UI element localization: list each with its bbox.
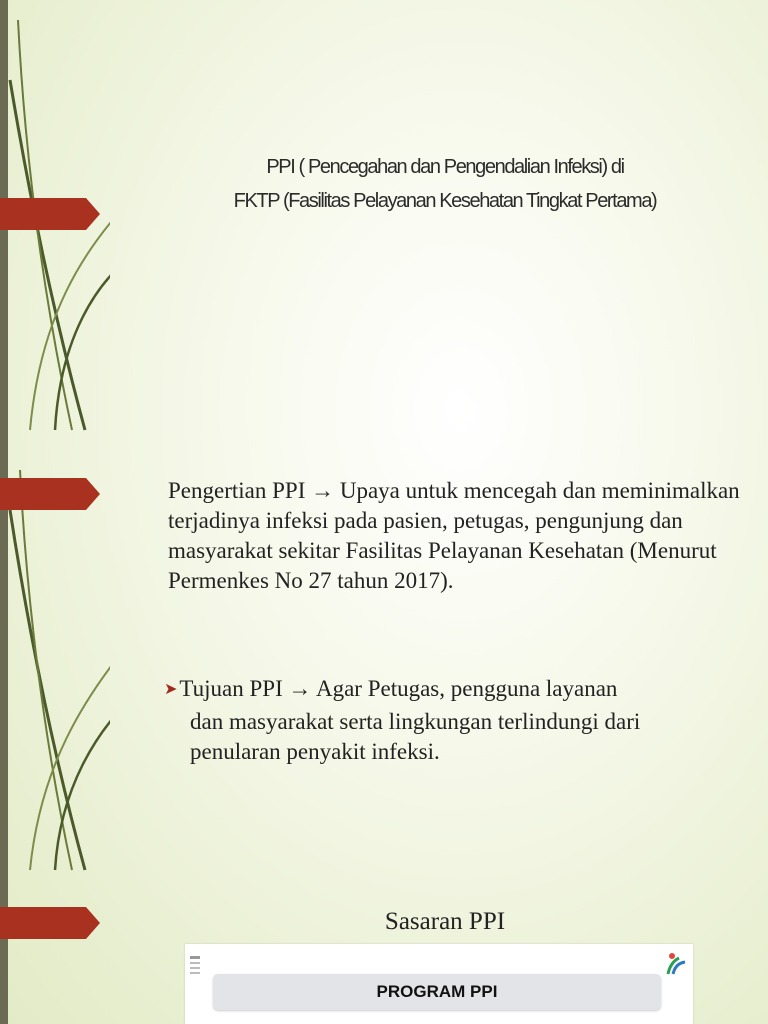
ministry-logo-icon xyxy=(188,954,202,984)
bullet-arrow-icon: ➤ xyxy=(164,681,178,698)
germas-logo-icon xyxy=(665,950,687,976)
grass-decoration-icon xyxy=(0,20,110,440)
ppi-definition: Pengertian PPI → Upaya untuk mencegah dan meminimalkan terjadinya infeksi pada pasien, petugas, pengunjung dan masyarakat sekitar Fasilitas Pelayanan Kesehatan (Menurut Permenkes No 27 tahun 2017). xyxy=(168,478,740,593)
program-card xyxy=(185,944,693,1024)
goal-first-line: Tujuan PPI → Agar Petugas, pengguna layanan xyxy=(179,676,618,701)
program-ppi-header: PROGRAM PPI xyxy=(213,974,661,1010)
slide-marker-icon xyxy=(0,478,100,510)
title-line-2: FKTP (Fasilitas Pelayanan Kesehatan Tingkat Pertama) xyxy=(233,190,657,212)
sasaran-title: Sasaran PPI xyxy=(384,908,506,935)
slide-marker-icon xyxy=(0,907,100,939)
slide-title xyxy=(150,150,740,218)
grass-decoration-icon xyxy=(0,470,110,890)
slide-marker-icon xyxy=(0,198,100,230)
goal-rest: dan masyarakat serta lingkungan terlindungi dari penularan penyakit infeksi. xyxy=(190,709,641,764)
title-line-1: PPI ( Pencegahan dan Pengendalian Infeksi) di xyxy=(266,156,624,178)
ppi-goal-bullet xyxy=(164,674,724,767)
